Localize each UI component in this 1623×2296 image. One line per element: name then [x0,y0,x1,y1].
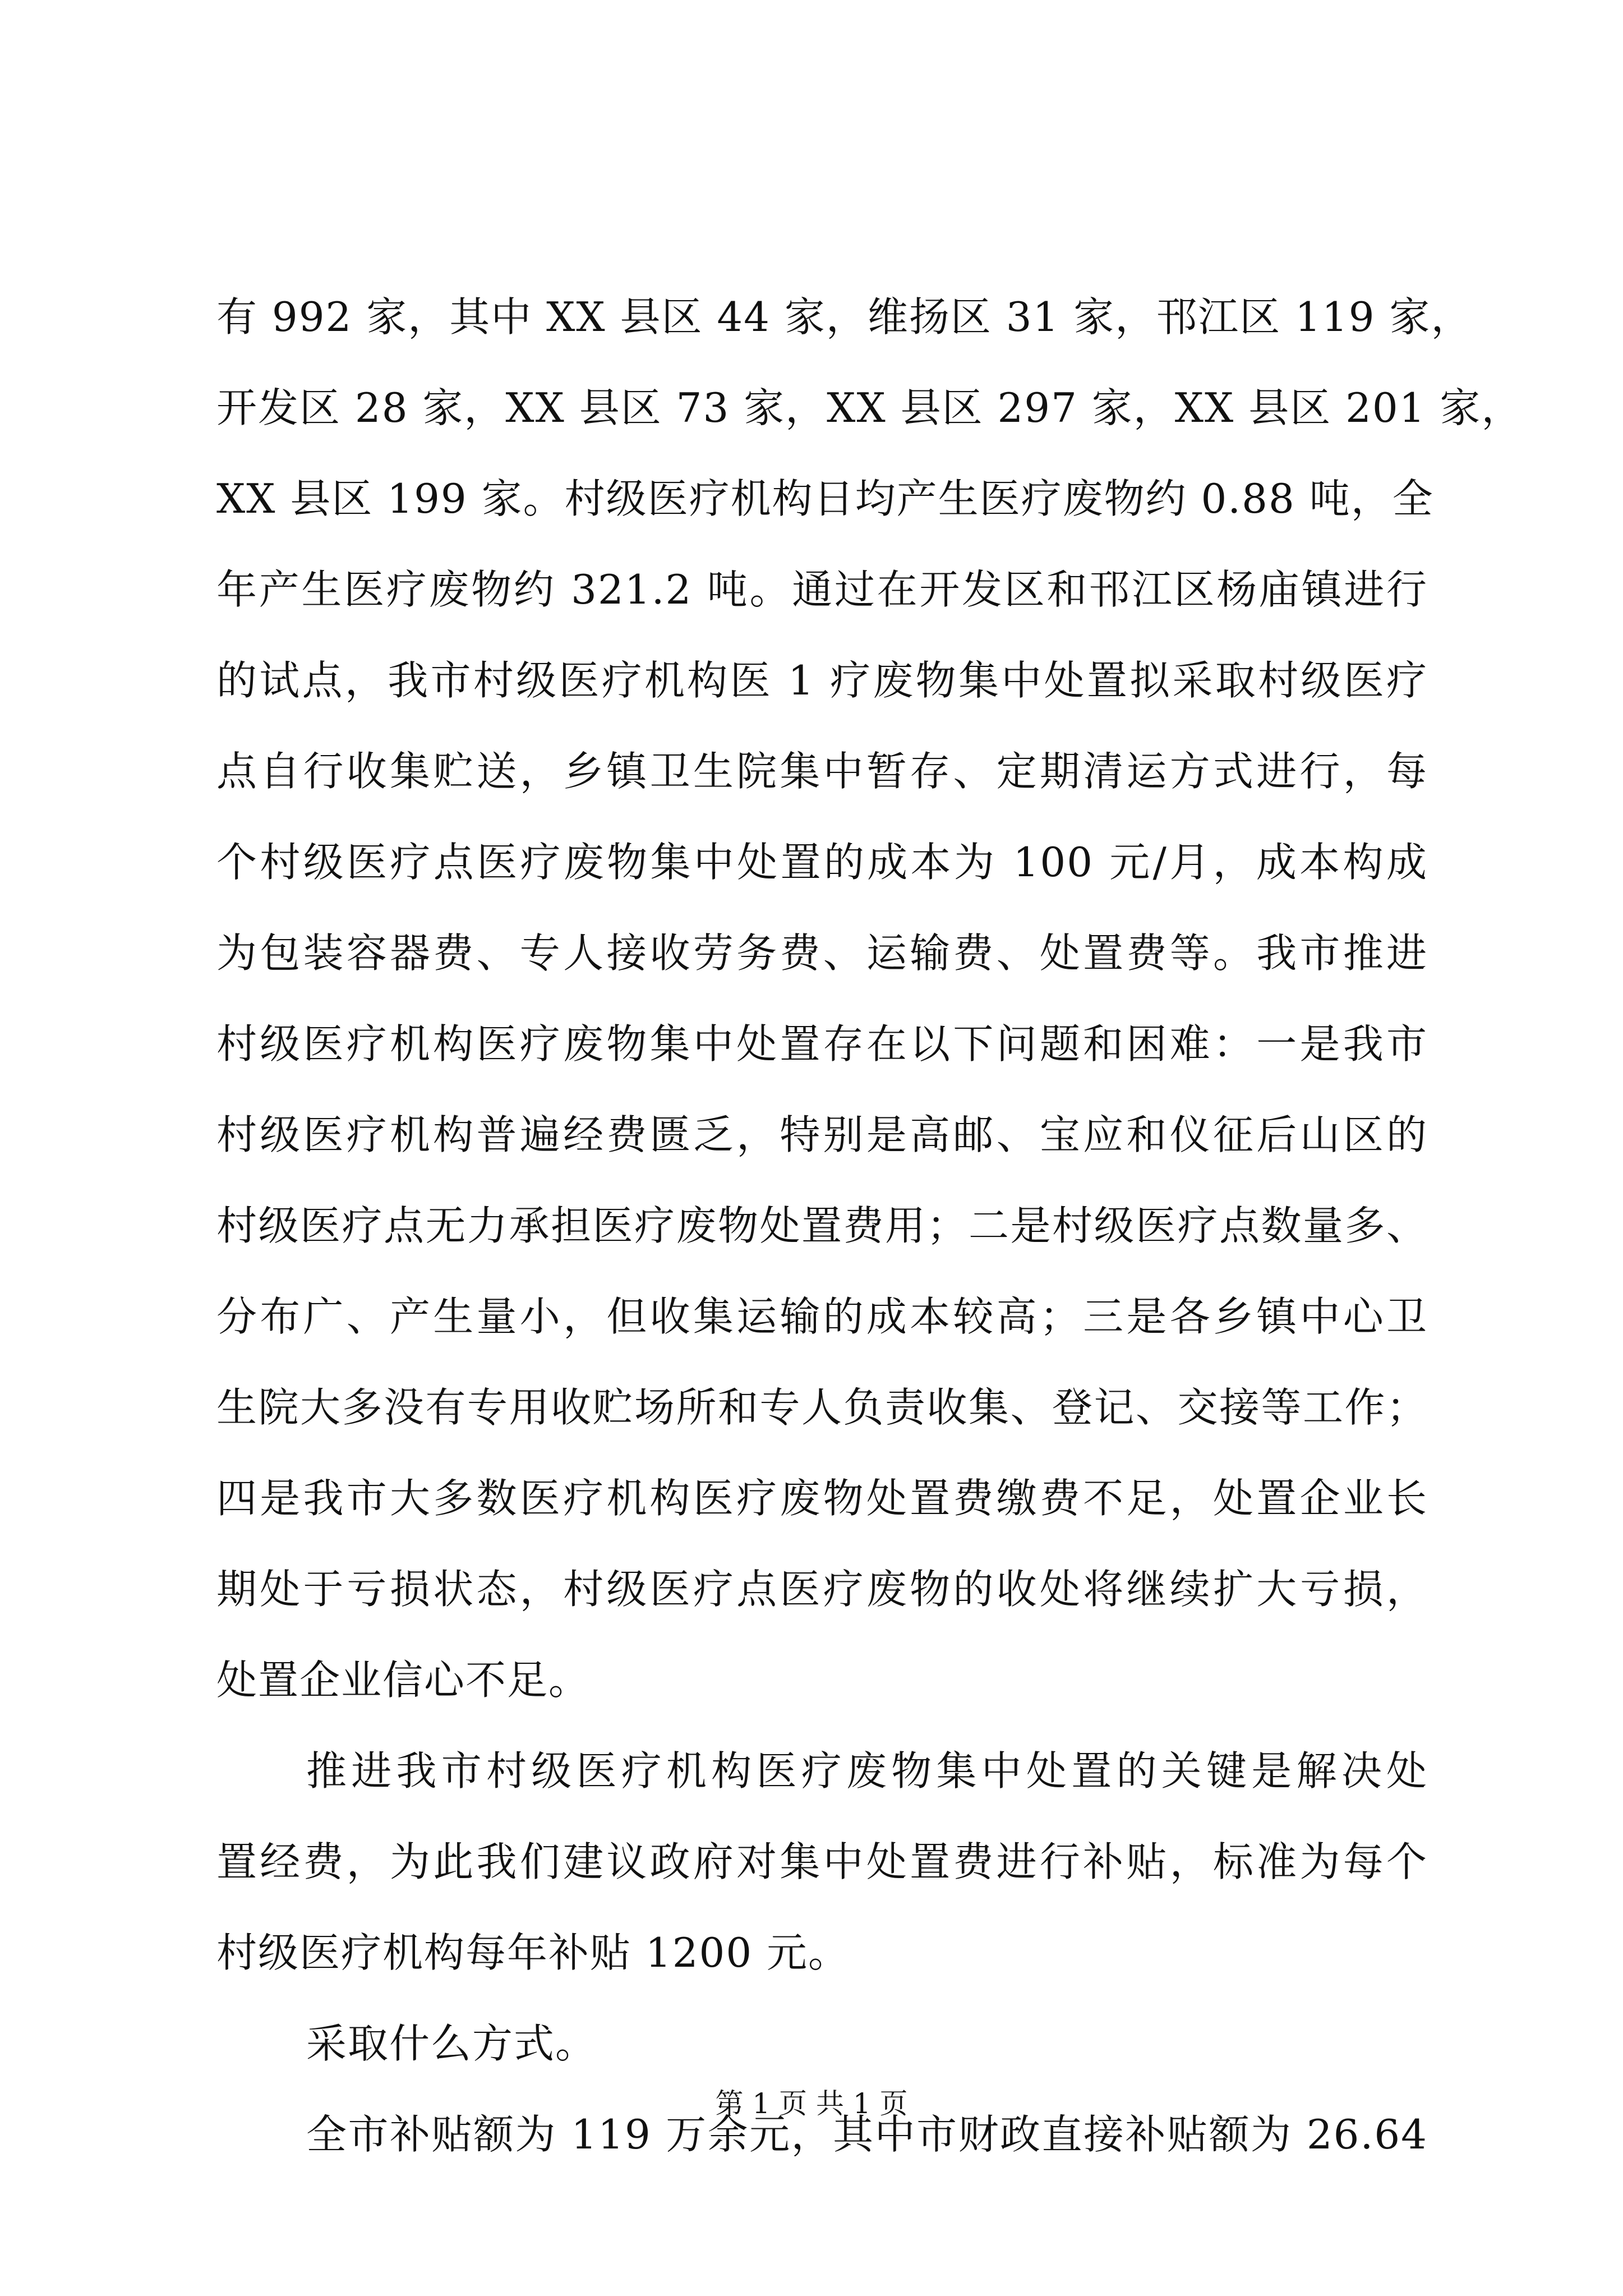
text-line: 开发区 28 家，XX 县区 73 家，XX 县区 297 家，XX 县区 201 家， [216,384,1523,431]
text-line: 村级医疗机构每年补贴 1200 元。 [216,1929,850,1976]
text-line: 点自行收集贮送，乡镇卫生院集中暂存、定期清运方式进行，每 [216,748,1428,795]
text-line: 分布广、产生量小，但收集运输的成本较高；三是各乡镇中心卫 [216,1293,1428,1340]
text-line: XX 县区 199 家。村级医疗机构日均产生医疗废物约 0.88 吨，全 [216,475,1434,522]
paragraph-first-line: 推进我市村级医疗机构医疗废物集中处置的关键是解决处 [306,1747,1428,1795]
text-line: 处置企业信心不足。 [216,1657,591,1704]
text-line: 村级医疗机构普遍经费匮乏，特别是高邮、宝应和仪征后山区的 [216,1111,1428,1158]
paragraph-first-line: 采取什么方式。 [306,2020,597,2067]
text-line: 四是我市大多数医疗机构医疗废物处置费缴费不足，处置企业长 [216,1475,1428,1522]
text-line: 置经费，为此我们建议政府对集中处置费进行补贴，标准为每个 [216,1838,1428,1885]
text-line: 村级医疗点无力承担医疗废物处置费用；二是村级医疗点数量多、 [216,1202,1428,1249]
paragraph-first-line: 全市补贴额为 119 万余元，其中市财政直接补贴额为 26.64 [306,2111,1428,2158]
text-line: 的试点，我市村级医疗机构医 1 疗废物集中处置拟采取村级医疗 [216,657,1428,704]
text-line: 有 992 家，其中 XX 县区 44 家，维扬区 31 家，邗江区 119 家， [216,293,1473,341]
text-line: 个村级医疗点医疗废物集中处置的成本为 100 元/月，成本构成 [216,839,1428,886]
text-line: 为包装容器费、专人接收劳务费、运输费、处置费等。我市推进 [216,930,1428,977]
document-body [216,272,1523,2180]
text-line: 村级医疗机构医疗废物集中处置存在以下问题和困难：一是我市 [216,1020,1428,1068]
text-line: 年产生医疗废物约 321.2 吨。通过在开发区和邗江区杨庙镇进行 [216,566,1428,613]
page-footer: 第 1 页 共 1 页 [715,2087,908,2120]
text-line: 生院大多没有专用收贮场所和专人负责收集、登记、交接等工作； [216,1384,1428,1431]
text-line: 期处于亏损状态，村级医疗点医疗废物的收处将继续扩大亏损， [216,1566,1428,1613]
